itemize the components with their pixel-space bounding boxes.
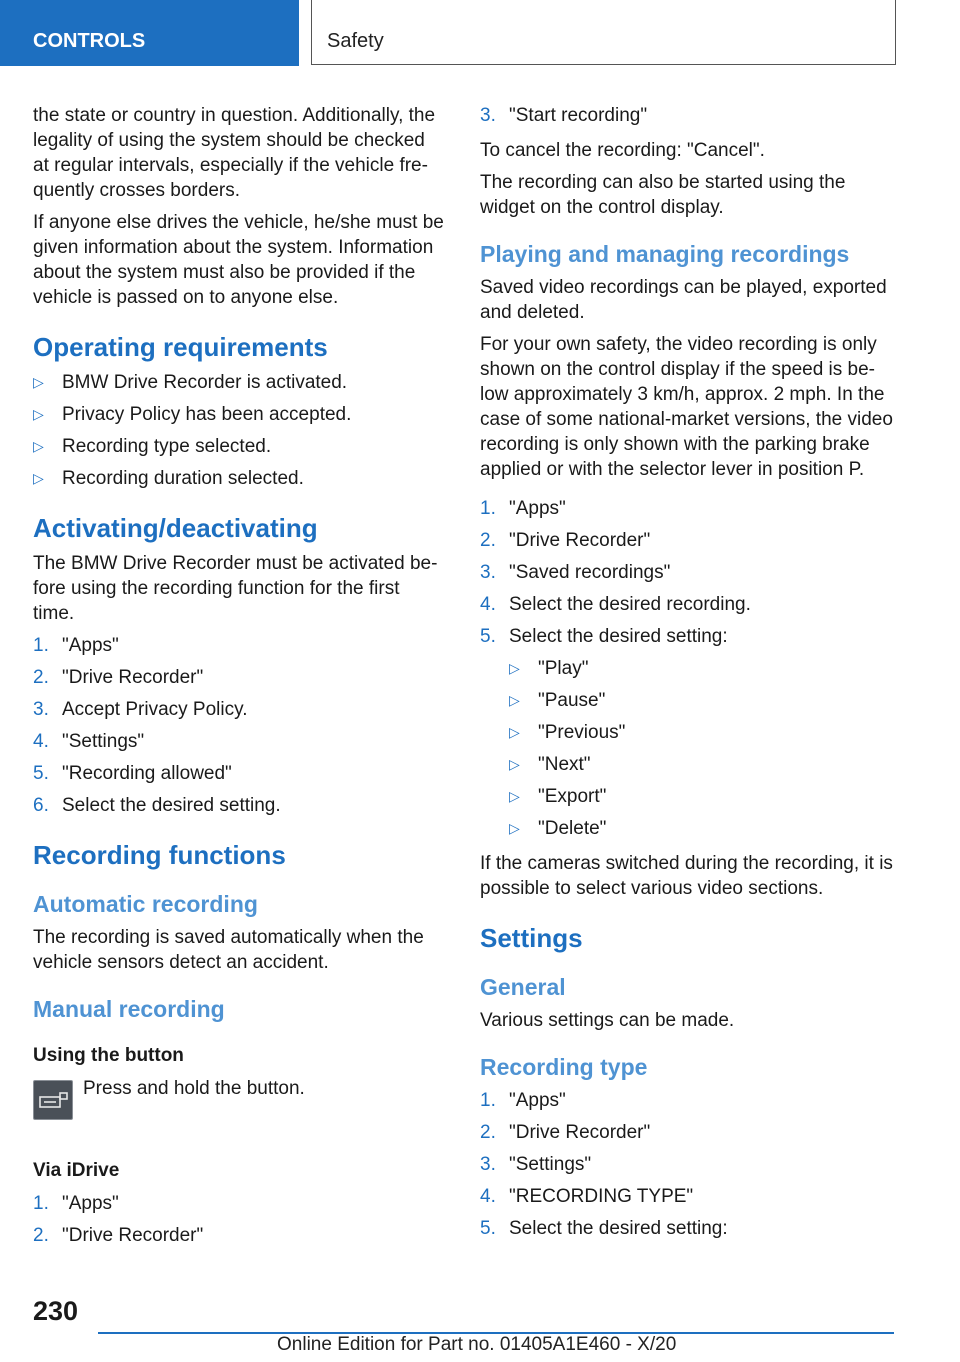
triangle-bullet-icon: ▷ <box>509 692 520 708</box>
sub-list-item: ▷ "Pause" <box>509 690 606 711</box>
step-item: 2. "Drive Recorder" <box>480 530 651 551</box>
step-item: 1. "Apps" <box>480 1090 566 1111</box>
heading-manual-recording: Manual recording <box>33 996 225 1022</box>
paragraph: The recording is saved automatically when the vehicle sensors detect an accident. <box>33 927 424 973</box>
heading-via-idrive: Via iDrive <box>33 1160 120 1181</box>
step-item: 1. "Apps" <box>480 498 566 519</box>
list-item: ▷ Recording type selected. <box>33 436 272 457</box>
step-item: 1. "Apps" <box>33 635 119 656</box>
heading-using-button: Using the button <box>33 1045 184 1066</box>
left-column <box>33 103 445 1258</box>
step-item: 5. Select the desired setting: <box>480 1218 728 1239</box>
list-item: ▷ Recording duration selected. <box>33 468 304 489</box>
heading-operating-requirements: Operating requirements <box>33 332 328 362</box>
paragraph: If the cameras switched during the recording, it is possible to select various video sections. <box>480 853 893 899</box>
idrive-steps-continued <box>480 103 900 128</box>
sub-list-item: ▷ "Delete" <box>509 818 607 839</box>
step-item: 3. Accept Privacy Policy. <box>33 699 248 720</box>
step-item: 3. "Settings" <box>480 1154 592 1175</box>
activating-steps <box>33 633 445 818</box>
step-item: 6. Select the desired setting. <box>33 795 281 816</box>
playing-steps <box>480 496 900 841</box>
sub-list-item: ▷ "Export" <box>509 786 607 807</box>
triangle-bullet-icon: ▷ <box>509 820 520 836</box>
triangle-bullet-icon: ▷ <box>509 788 520 804</box>
triangle-bullet-icon: ▷ <box>33 438 44 454</box>
step-item: 2. "Drive Recorder" <box>33 1225 204 1246</box>
page-number: 230 <box>33 1296 79 1326</box>
paragraph: the state or country in question. Additionally, the legality of using the system should be checked at regular intervals, especially if the vehicle fre-quently crosses borders. <box>33 105 436 201</box>
paragraph: If anyone else drives the vehicle, he/she must be given information about the system. Information about the system must also be provided if the vehicle is passed on to anyone else. <box>33 212 444 308</box>
right-column <box>480 103 900 1251</box>
page-header <box>0 0 960 66</box>
operating-requirements-list <box>33 370 445 491</box>
step-item: 4. Select the desired recording. <box>480 594 751 615</box>
recording-type-steps <box>480 1088 900 1241</box>
step-item: 5. Select the desired setting: <box>480 626 728 647</box>
edition-note: Online Edition for Part no. 01405A1E460 - X/20 <box>277 1334 677 1355</box>
list-item: ▷ Privacy Policy has been accepted. <box>33 404 352 425</box>
sub-list-item: ▷ "Play" <box>509 658 589 679</box>
triangle-bullet-icon: ▷ <box>33 470 44 486</box>
idrive-steps <box>33 1191 445 1248</box>
triangle-bullet-icon: ▷ <box>33 406 44 422</box>
heading-automatic-recording: Automatic recording <box>33 891 258 917</box>
step-item: 4. "RECORDING TYPE" <box>480 1186 694 1207</box>
paragraph: Various settings can be made. <box>480 1010 735 1031</box>
sub-list-item: ▷ "Next" <box>509 754 591 775</box>
step-item: 3. "Start recording" <box>480 105 648 126</box>
step-item: 4. "Settings" <box>33 731 145 752</box>
paragraph: To cancel the recording: "Cancel". <box>480 140 765 161</box>
paragraph: Saved video recordings can be played, exported and deleted. <box>480 277 887 323</box>
heading-general: General <box>480 974 566 1000</box>
step-item: 5. "Recording allowed" <box>33 763 232 784</box>
list-item: ▷ BMW Drive Recorder is activated. <box>33 372 348 393</box>
paragraph: The recording can also be started using the widget on the control display. <box>480 172 846 218</box>
button-instruction <box>33 1076 445 1138</box>
button-instruction-text: Press and hold the button. <box>83 1078 305 1099</box>
heading-activating: Activating/deactivating <box>33 513 318 543</box>
triangle-bullet-icon: ▷ <box>33 374 44 390</box>
paragraph: For your own safety, the video recording is only shown on the control display if the speed is be-low approximately 3 km/h, approx. 2 mph. In the case of some national-market versions, the video recording is only shown with the parking brake applied or with the selector lever in position P. <box>480 334 893 480</box>
triangle-bullet-icon: ▷ <box>509 660 520 676</box>
heading-recording-type: Recording type <box>480 1054 648 1080</box>
step-item: 1. "Apps" <box>33 1193 119 1214</box>
heading-playing-managing: Playing and managing recordings <box>480 241 850 267</box>
triangle-bullet-icon: ▷ <box>509 756 520 772</box>
chapter-title: Safety <box>311 0 896 65</box>
triangle-bullet-icon: ▷ <box>509 724 520 740</box>
heading-settings: Settings <box>480 923 583 953</box>
drive-recorder-button-icon <box>33 1080 73 1120</box>
sub-list-item: ▷ "Previous" <box>509 722 626 743</box>
section-tab: CONTROLS <box>0 0 299 66</box>
step-item: 2. "Drive Recorder" <box>480 1122 651 1143</box>
heading-recording-functions: Recording functions <box>33 840 286 870</box>
step-item: 3. "Saved recordings" <box>480 562 671 583</box>
paragraph: The BMW Drive Recorder must be activated be-fore using the recording function for the first time. <box>33 553 438 624</box>
step-item: 2. "Drive Recorder" <box>33 667 204 688</box>
